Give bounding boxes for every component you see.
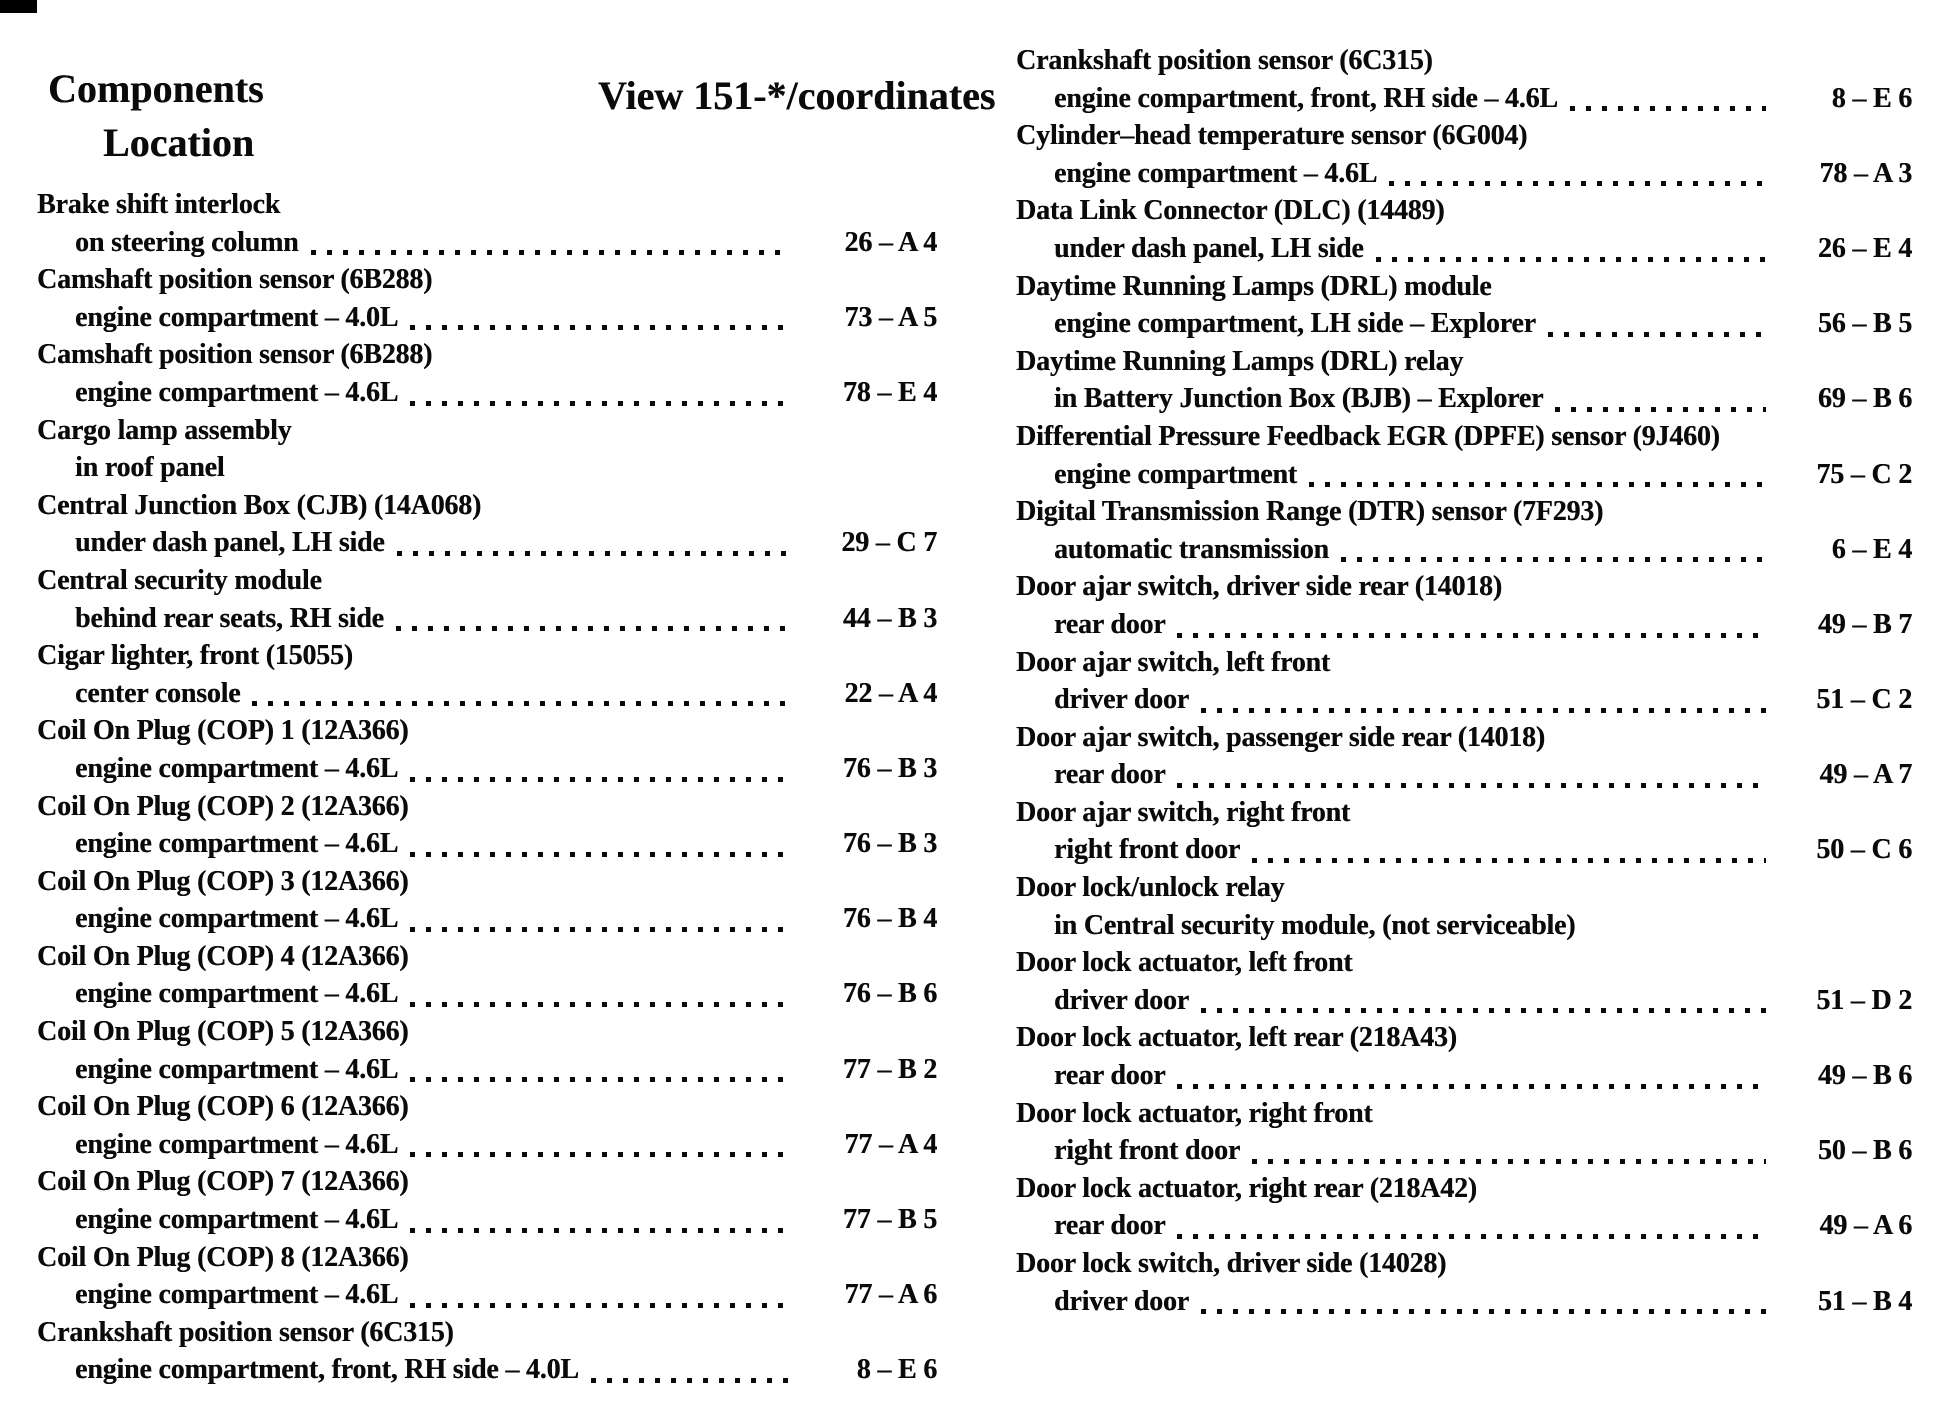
component-name: Digital Transmission Range (DTR) sensor (7F293) (1016, 496, 1604, 528)
component-entry (1016, 418, 1912, 493)
component-location-row (37, 524, 937, 562)
component-location: behind rear seats, RH side (75, 602, 384, 634)
view-coordinate-value: 77 – B 5 (842, 1204, 937, 1236)
component-location-row (37, 299, 937, 337)
component-location: engine compartment, front, RH side – 4.0L (75, 1354, 579, 1386)
component-location: driver door (1054, 684, 1189, 716)
component-name: Central security module (37, 564, 322, 596)
dot-leader (1177, 633, 1766, 638)
view-coordinate-value: 50 – C 6 (1816, 834, 1912, 866)
component-location: engine compartment – 4.6L (75, 752, 399, 784)
component-name: Coil On Plug (COP) 2 (12A366) (37, 790, 409, 822)
dot-leader (1555, 407, 1766, 412)
component-location: under dash panel, LH side (75, 527, 385, 559)
view-coordinate-value: 51 – B 4 (1817, 1285, 1912, 1317)
component-entry (1016, 644, 1912, 719)
component-location-row (37, 975, 937, 1013)
component-name: Cigar lighter, front (15055) (37, 640, 353, 672)
view-coordinate-value: 77 – A 6 (844, 1279, 937, 1311)
dot-leader (1389, 181, 1766, 186)
component-name: Coil On Plug (COP) 5 (12A366) (37, 1016, 409, 1048)
component-entry (37, 261, 937, 336)
view-coordinate-value: 75 – C 2 (1816, 458, 1912, 490)
dot-leader (311, 250, 791, 255)
component-location-row (37, 1351, 937, 1389)
view-coordinates-column-header: View 151-*/coordinates (598, 73, 996, 118)
component-name: Door ajar switch, driver side rear (14018) (1016, 571, 1502, 603)
component-name: Door lock switch, driver side (14028) (1016, 1248, 1447, 1279)
view-coordinate-value: 51 – D 2 (1816, 984, 1912, 1016)
component-location: center console (75, 677, 241, 709)
component-location-row (1016, 907, 1912, 945)
component-entry (1016, 268, 1912, 343)
component-location: engine compartment, LH side – Explorer (1054, 308, 1536, 340)
component-name: Door ajar switch, passenger side rear (14018) (1016, 721, 1545, 753)
dot-leader (1177, 783, 1766, 788)
view-coordinate-value: 44 – B 3 (842, 602, 937, 634)
component-location-row (37, 750, 937, 788)
component-entry (37, 788, 937, 863)
view-coordinate-value: 56 – B 5 (1817, 308, 1912, 340)
component-entry (37, 637, 937, 712)
dot-leader (1376, 257, 1766, 262)
component-location: rear door (1054, 608, 1166, 640)
component-location-row (1016, 681, 1912, 719)
dot-leader (252, 701, 791, 706)
component-entry (37, 863, 937, 938)
component-entry (37, 336, 937, 411)
component-name: Cylinder–head temperature sensor (6G004) (1016, 120, 1528, 152)
component-name: Camshaft position sensor (6B288) (37, 264, 433, 296)
component-location: under dash panel, LH side (1054, 232, 1364, 264)
view-coordinate-value: 78 – E 4 (842, 376, 937, 408)
component-location: engine compartment – 4.6L (75, 828, 399, 860)
component-location-row (37, 449, 937, 487)
component-location: on steering column (75, 226, 299, 258)
component-name: Door lock actuator, left front (1016, 947, 1353, 979)
view-coordinate-value: 78 – A 3 (1819, 157, 1912, 189)
component-name: Coil On Plug (COP) 6 (12A366) (37, 1091, 409, 1123)
component-location: engine compartment – 4.6L (75, 1128, 399, 1160)
component-entry (1016, 794, 1912, 869)
component-location-row (37, 1126, 937, 1164)
component-location-row (1016, 155, 1912, 193)
component-name: Differential Pressure Feedback EGR (DPFE) sensor (9J460) (1016, 420, 1720, 452)
dot-leader (1548, 332, 1766, 337)
view-coordinate-value: 77 – A 4 (844, 1128, 937, 1160)
component-name: Coil On Plug (COP) 3 (12A366) (37, 865, 409, 897)
component-name: Camshaft position sensor (6B288) (37, 339, 433, 371)
table-header-left (48, 62, 264, 170)
dot-leader (410, 927, 791, 932)
dot-leader (396, 626, 791, 631)
dot-leader (591, 1378, 791, 1383)
component-location-row (1016, 380, 1912, 418)
component-location: engine compartment (1054, 458, 1297, 490)
component-entry (37, 562, 937, 637)
component-location: in Battery Junction Box (BJB) – Explorer (1054, 383, 1544, 415)
view-coordinate-value: 76 – B 6 (842, 978, 937, 1010)
component-location-row (1016, 230, 1912, 268)
view-coordinate-value: 49 – A 6 (1819, 1210, 1912, 1242)
component-name: Crankshaft position sensor (6C315) (1016, 45, 1433, 76)
view-coordinate-value: 50 – B 6 (1817, 1135, 1912, 1167)
dot-leader (1177, 1234, 1766, 1239)
component-location: driver door (1054, 1285, 1189, 1317)
view-coordinate-value: 49 – A 7 (1819, 759, 1912, 791)
component-location-row (1016, 80, 1912, 118)
component-location-row (1016, 606, 1912, 644)
component-name: Crankshaft position sensor (6C315) (37, 1316, 454, 1348)
component-location-row (37, 600, 937, 638)
view-coordinate-value: 69 – B 6 (1817, 383, 1912, 415)
dot-leader (1177, 1084, 1766, 1089)
component-entry (1016, 869, 1912, 944)
component-location: engine compartment – 4.6L (75, 978, 399, 1010)
component-name: Coil On Plug (COP) 1 (12A366) (37, 715, 409, 747)
components-column-header: Components (48, 66, 264, 111)
view-coordinate-value: 8 – E 6 (856, 1354, 937, 1386)
component-location-row (1016, 1132, 1912, 1170)
component-location: in roof panel (75, 452, 225, 484)
view-coordinate-value: 49 – B 6 (1817, 1060, 1912, 1092)
dot-leader (1252, 858, 1766, 863)
view-coordinate-value: 76 – B 3 (842, 752, 937, 784)
component-location: rear door (1054, 1210, 1166, 1242)
component-location: in Central security module, (not serviceable) (1054, 909, 1576, 941)
view-coordinate-value: 76 – B 3 (842, 828, 937, 860)
component-name: Door lock actuator, left rear (218A43) (1016, 1022, 1457, 1054)
component-entry (1016, 192, 1912, 267)
dot-leader (410, 1228, 791, 1233)
component-list-right-column (1016, 42, 1912, 1320)
component-entry (1016, 117, 1912, 192)
component-name: Door lock/unlock relay (1016, 872, 1285, 904)
component-entry (1016, 42, 1912, 117)
component-entry (37, 412, 937, 487)
component-name: Coil On Plug (COP) 7 (12A366) (37, 1166, 409, 1198)
component-location: engine compartment – 4.6L (75, 903, 399, 935)
view-coordinate-value: 77 – B 2 (842, 1053, 937, 1085)
view-coordinate-value: 49 – B 7 (1817, 608, 1912, 640)
component-name: Daytime Running Lamps (DRL) module (1016, 270, 1492, 302)
component-name: Coil On Plug (COP) 8 (12A366) (37, 1241, 409, 1273)
component-entry (1016, 719, 1912, 794)
component-name: Central Junction Box (CJB) (14A068) (37, 489, 482, 521)
dot-leader (1201, 708, 1766, 713)
component-entry (1016, 568, 1912, 643)
component-location-row (37, 675, 937, 713)
component-location: engine compartment – 4.0L (75, 301, 399, 333)
component-location-row (1016, 305, 1912, 343)
dot-leader (410, 1152, 791, 1157)
component-location-row (1016, 456, 1912, 494)
view-coordinate-value: 76 – B 4 (842, 903, 937, 935)
component-location: rear door (1054, 1060, 1166, 1092)
component-entry (37, 1013, 937, 1088)
component-name: Door lock actuator, right front (1016, 1097, 1373, 1129)
component-name: Brake shift interlock (37, 189, 281, 220)
component-entry (37, 1163, 937, 1238)
dot-leader (1201, 1309, 1766, 1314)
dot-leader (410, 1002, 791, 1007)
dot-leader (1201, 1008, 1766, 1013)
view-coordinate-value: 73 – A 5 (844, 301, 937, 333)
component-location: rear door (1054, 759, 1166, 791)
component-name: Cargo lamp assembly (37, 414, 292, 446)
view-coordinate-value: 29 – C 7 (841, 527, 937, 559)
dot-leader (397, 551, 791, 556)
component-location: right front door (1054, 1135, 1241, 1167)
component-location: engine compartment – 4.6L (75, 1204, 399, 1236)
dot-leader (1341, 557, 1766, 562)
view-coordinate-value: 8 – E 6 (1831, 82, 1912, 114)
component-entry (37, 186, 937, 261)
component-name: Door lock actuator, right rear (218A42) (1016, 1172, 1477, 1204)
view-coordinate-value: 26 – E 4 (1817, 232, 1912, 264)
component-entry (1016, 493, 1912, 568)
component-entry (37, 712, 937, 787)
component-location: engine compartment – 4.6L (1054, 157, 1378, 189)
component-name: Daytime Running Lamps (DRL) relay (1016, 345, 1464, 377)
component-name: Door ajar switch, right front (1016, 796, 1351, 828)
component-entry (37, 487, 937, 562)
component-location-row (1016, 756, 1912, 794)
component-entry (1016, 1245, 1912, 1320)
dot-leader (1570, 106, 1766, 111)
component-location-row (37, 900, 937, 938)
component-location: engine compartment – 4.6L (75, 376, 399, 408)
component-entry (37, 1088, 937, 1163)
component-location-row (1016, 1207, 1912, 1245)
component-location-row (37, 825, 937, 863)
component-location: driver door (1054, 984, 1189, 1016)
dot-leader (1252, 1159, 1766, 1164)
component-location: engine compartment – 4.6L (75, 1053, 399, 1085)
component-location-row (37, 1201, 937, 1239)
component-location-row (37, 224, 937, 262)
component-location: engine compartment – 4.6L (75, 1279, 399, 1311)
component-entry (1016, 944, 1912, 1019)
component-location: automatic transmission (1054, 533, 1329, 565)
component-location: engine compartment, front, RH side – 4.6L (1054, 82, 1558, 114)
component-location-row (37, 374, 937, 412)
component-list-left-column (37, 186, 937, 1389)
component-entry (37, 1239, 937, 1314)
view-coordinate-value: 51 – C 2 (1816, 684, 1912, 716)
component-entry (1016, 1019, 1912, 1094)
dot-leader (410, 852, 791, 857)
dot-leader (1309, 482, 1766, 487)
view-coordinate-value: 6 – E 4 (1831, 533, 1912, 565)
dot-leader (410, 401, 791, 406)
scan-artifact-corner (0, 0, 37, 13)
dot-leader (410, 1077, 791, 1082)
view-coordinate-value: 22 – A 4 (844, 677, 937, 709)
component-location-row (1016, 1057, 1912, 1095)
component-location-row (1016, 531, 1912, 569)
component-location-row (37, 1051, 937, 1089)
dot-leader (410, 1303, 791, 1308)
component-entry (1016, 1095, 1912, 1170)
component-entry (1016, 343, 1912, 418)
component-name: Door ajar switch, left front (1016, 646, 1331, 678)
component-entry (37, 938, 937, 1013)
component-entry (1016, 1170, 1912, 1245)
dot-leader (410, 777, 791, 782)
component-name: Data Link Connector (DLC) (14489) (1016, 195, 1445, 227)
component-location-row (1016, 982, 1912, 1020)
component-entry (37, 1314, 937, 1389)
component-location-row (1016, 831, 1912, 869)
location-column-header: Location (103, 120, 255, 165)
component-name: Coil On Plug (COP) 4 (12A366) (37, 940, 409, 972)
component-location-row (1016, 1283, 1912, 1321)
component-location-row (37, 1276, 937, 1314)
component-location: right front door (1054, 834, 1241, 866)
dot-leader (410, 325, 791, 330)
view-coordinate-value: 26 – A 4 (844, 226, 937, 258)
